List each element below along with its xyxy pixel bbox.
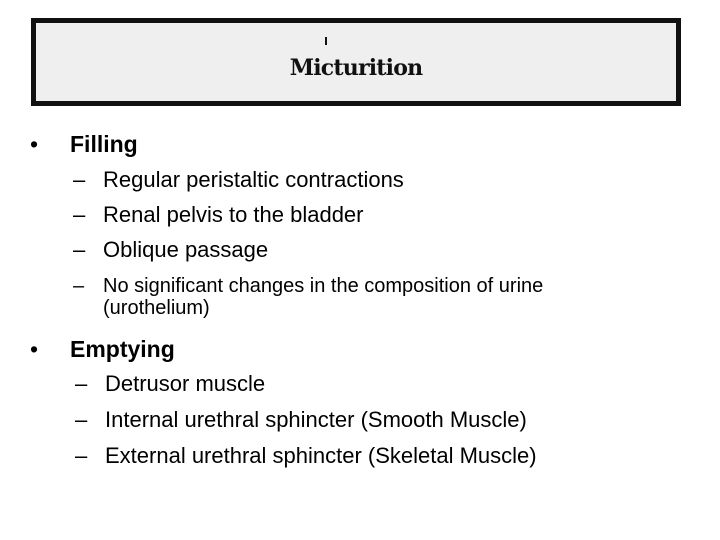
list-item-text: Internal urethral sphincter (Smooth Muscle) [105, 407, 527, 432]
list-item-text: (urothelium) [103, 297, 210, 319]
dash-marker: – [73, 167, 86, 192]
title-accent-mark [325, 37, 327, 45]
slide-title: Micturition [289, 55, 423, 81]
dash-marker: – [73, 275, 85, 297]
list-item-text: External urethral sphincter (Skeletal Muscle) [105, 443, 537, 468]
list-item [73, 275, 543, 297]
dash-marker: – [73, 237, 86, 262]
list-item-text: No significant changes in the composition of urine [103, 275, 544, 297]
list-item [73, 236, 268, 264]
list-item-text: Regular peristaltic contractions [103, 167, 404, 192]
list-item [75, 406, 527, 434]
list-item-continuation [103, 297, 210, 319]
list-item-text: Oblique passage [103, 237, 269, 262]
section-heading: Filling [70, 131, 138, 157]
dash-marker: – [73, 202, 86, 227]
bullet-point: • [30, 131, 39, 157]
bullet-point: • [30, 336, 39, 362]
list-item [75, 370, 265, 398]
title-box [31, 18, 681, 106]
dash-marker: – [75, 371, 88, 396]
list-item [73, 166, 404, 194]
dash-marker: – [75, 443, 88, 468]
list-item [73, 201, 364, 229]
list-item-text: Detrusor muscle [105, 371, 266, 396]
section-heading: Emptying [70, 336, 175, 362]
list-item-text: Renal pelvis to the bladder [103, 202, 364, 227]
dash-marker: – [75, 407, 88, 432]
list-item [75, 442, 537, 470]
